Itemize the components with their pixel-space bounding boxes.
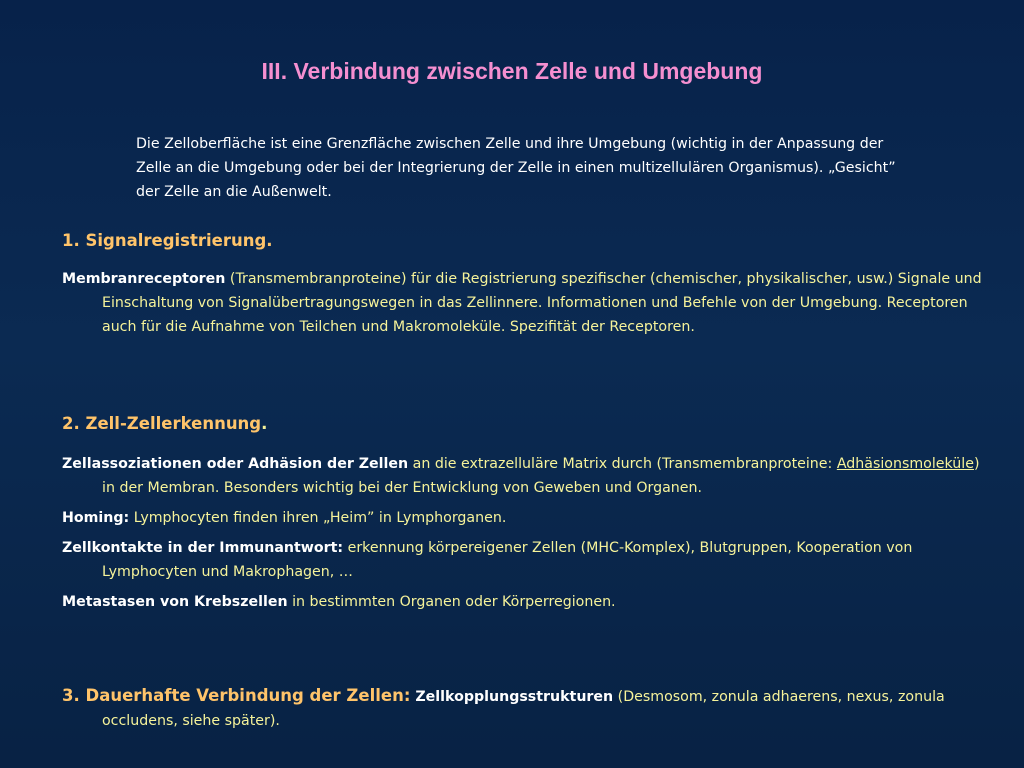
section-2-p1-text-b: ) in der Membran. Besonders wichtig bei der Entwicklung von Geweben und Organen. xyxy=(102,456,980,496)
section-2-p2-text: Lymphocyten finden ihren „Heim” in Lymphorganen. xyxy=(129,510,507,526)
section-2-paragraph-1 xyxy=(62,452,982,500)
term-zellkontakte: Zellkontakte in der Immunantwort: xyxy=(62,540,344,556)
section-2-paragraph-3 xyxy=(62,536,982,584)
section-2-paragraph-4 xyxy=(62,590,982,614)
term-zellassoziationen: Zellassoziationen oder Adhäsion der Zellen xyxy=(62,456,409,472)
section-3-text: (Desmosom, zonula adhaerens, nexus, zonula occludens, siehe später). xyxy=(102,689,945,729)
section-2-p4-text: in bestimmten Organen oder Körperregionen. xyxy=(287,594,616,610)
section-2-heading-text: 2. Zell-Zellerkennung xyxy=(62,414,262,433)
term-membranreceptoren: Membranreceptoren xyxy=(62,271,226,287)
section-2-p3-text: erkennung körpereigener Zellen (MHC-Komplex), Blutgruppen, Kooperation von Lymphocyten und Makrophagen, … xyxy=(102,540,913,580)
section-3-paragraph xyxy=(62,684,982,733)
section-3-body xyxy=(62,684,982,733)
section-2-paragraph-2 xyxy=(62,506,982,530)
term-homing: Homing: xyxy=(62,510,130,526)
section-1-body xyxy=(62,267,982,339)
term-zellkopplungsstrukturen: Zellkopplungsstrukturen xyxy=(410,689,614,705)
section-2-p1-text-a: an die extrazelluläre Matrix durch (Transmembranproteine: xyxy=(408,456,837,472)
section-1-text: (Transmembranproteine) für die Registrierung spezifischer (chemischer, physikalischer, usw.) Signale und Einschaltung von Signalübertragungswegen in das Zellinnere. Informationen und Befehle von der Umgebung. Receptoren auch für die Aufnahme von Teilchen und Makromoleküle. Spezifität der Receptoren. xyxy=(102,271,982,335)
section-3-heading: 3. Dauerhafte Verbindung der Zellen: xyxy=(62,686,411,705)
term-metastasen: Metastasen von Krebszellen xyxy=(62,594,288,610)
slide-title: III. Verbindung zwischen Zelle und Umgebung xyxy=(261,58,763,84)
section-2-heading xyxy=(62,414,267,433)
section-2-body xyxy=(62,452,982,614)
term-adhaesionsmolekuele: Adhäsionsmoleküle xyxy=(836,456,974,472)
section-2-heading-dot: . xyxy=(261,414,268,433)
section-1-paragraph xyxy=(62,267,982,339)
section-1-heading: 1. Signalregistrierung. xyxy=(62,231,273,250)
intro-paragraph: Die Zelloberfläche ist eine Grenzfläche zwischen Zelle und ihre Umgebung (wichtig in der Anpassung der Zelle an die Umgebung oder bei der Integrierung der Zelle in einen multizellulären Organismus). „Gesicht” der Zelle an die Außenwelt. xyxy=(136,136,896,200)
